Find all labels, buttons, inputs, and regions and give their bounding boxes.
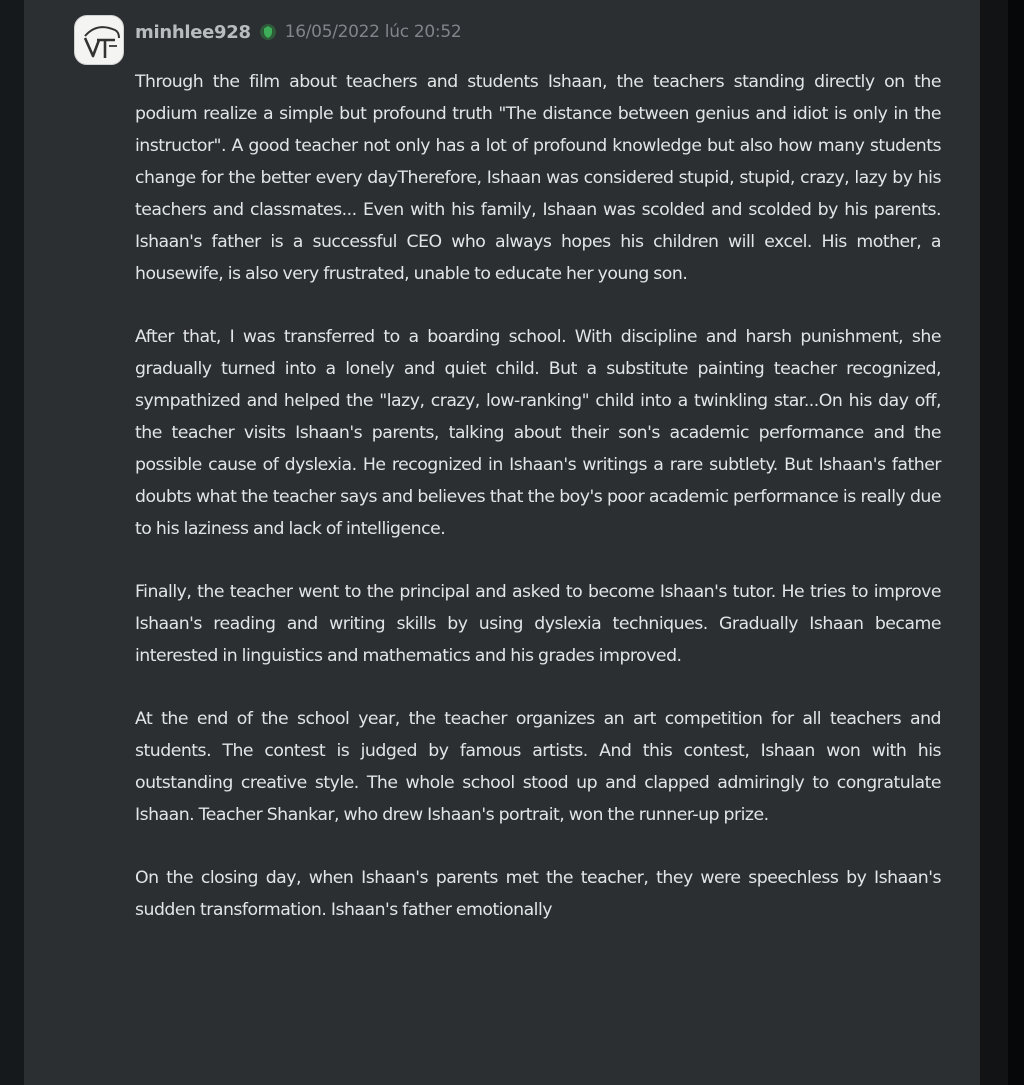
post-paragraph: Through the film about teachers and students Ishaan, the teachers standing directly on the podium realize a simple but profound truth "The distance between genius and idiot is only in the instructor". A good teacher not only has a lot of profound knowledge but also how many students change for the better every dayTherefore, Ishaan was considered stupid, stupid, crazy, lazy by his teachers and classmates... Even with his family, Ishaan was scolded and scolded by his parents. Ishaan's father is a successful CEO who always hopes his children will excel. His mother, a housewife, is also very frustrated, unable to educate her young son. <box>135 72 941 284</box>
post-paragraph: At the end of the school year, the teacher organizes an art competition for all teachers and students. The contest is judged by famous artists. And this contest, Ishaan won with his outstanding creative style. The whole school stood up and clapped admiringly to congratulate Ishaan. Teacher Shankar, who drew Ishaan's portrait, won the runner-up prize. <box>135 709 941 825</box>
username-link[interactable]: minhlee928 <box>135 21 251 43</box>
left-gutter <box>0 0 24 1085</box>
post-header <box>135 18 461 46</box>
post-paragraph: Finally, the teacher went to the principal and asked to become Ishaan's tutor. He tries to improve Ishaan's reading and writing skills by using dyslexia techniques. Gradually Ishaan became interested in linguistics and mathematics and his grades improved. <box>135 582 941 666</box>
post-body <box>135 66 941 957</box>
vt-monogram-icon <box>75 16 124 65</box>
post-timestamp[interactable]: 16/05/2022 lúc 20:52 <box>284 22 462 42</box>
online-shield-icon <box>259 23 277 41</box>
avatar[interactable] <box>74 15 124 65</box>
scrollbar-track[interactable] <box>1008 0 1024 1085</box>
post-paragraph: After that, I was transferred to a boarding school. With discipline and harsh punishment, she gradually turned into a lonely and quiet child. But a substitute painting teacher recognized, sympathized and helped the "lazy, crazy, low-ranking" child into a twinkling star...On his day off, the teacher visits Ishaan's parents, talking about their son's academic performance and the possible cause of dyslexia. He recognized in Ishaan's writings a rare subtlety. But Ishaan's father doubts what the teacher says and believes that the boy's poor academic performance is really due to his laziness and lack of intelligence. <box>135 327 941 539</box>
post-paragraph: On the closing day, when Ishaan's parents met the teacher, they were speechless by Ishaan's sudden transformation. Ishaan's father emotionally <box>135 868 941 920</box>
